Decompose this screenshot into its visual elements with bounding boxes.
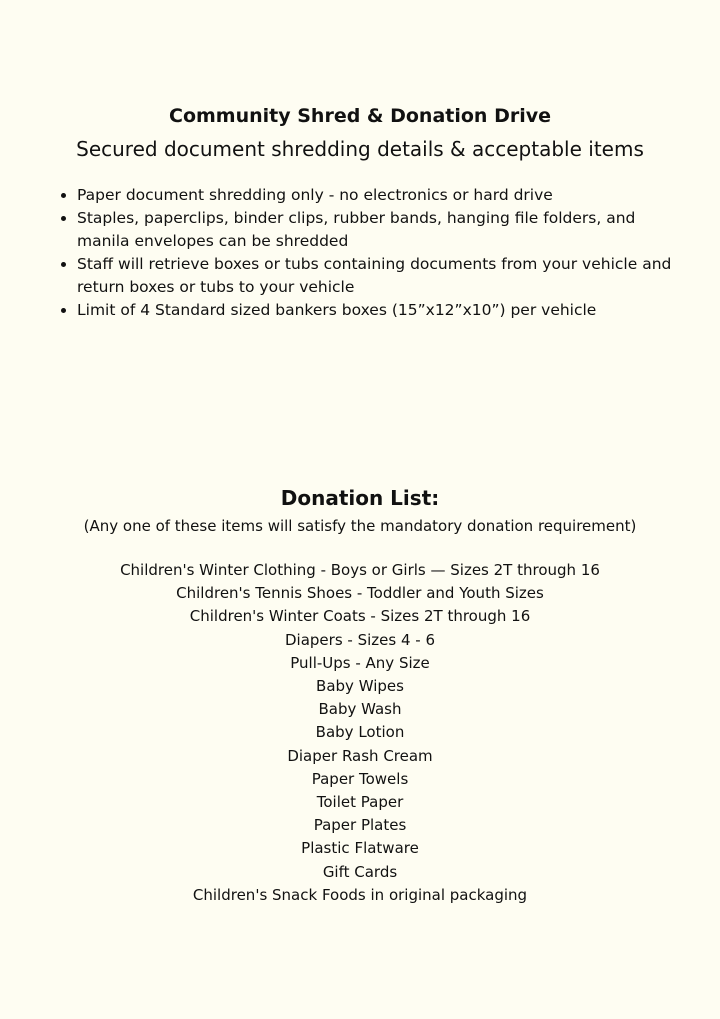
donation-item: Baby Wash bbox=[318, 700, 402, 719]
donation-heading: Donation List: bbox=[280, 486, 440, 510]
donation-item: Baby Wipes bbox=[316, 677, 404, 696]
donation-item: Toilet Paper bbox=[316, 793, 404, 812]
donation-items-list bbox=[0, 559, 720, 907]
donation-item: Gift Cards bbox=[322, 862, 398, 881]
donation-item: Paper Towels bbox=[311, 769, 409, 788]
shredding-rule-item: • Limit of 4 Standard sized bankers boxes (15”x12”x10”) per vehicle bbox=[77, 299, 677, 322]
donation-item: Baby Lotion bbox=[315, 723, 405, 742]
page-title: Community Shred & Donation Drive bbox=[169, 105, 551, 127]
donation-item: Pull-Ups - Any Size bbox=[290, 653, 430, 672]
shredding-rule-item: • Paper document shredding only - no electronics or hard drive bbox=[77, 184, 677, 207]
donation-item: Paper Plates bbox=[313, 816, 407, 835]
donation-item: Children's Winter Clothing - Boys or Girls — Sizes 2T through 16 bbox=[120, 561, 600, 579]
shredding-rules-list bbox=[58, 184, 677, 322]
donation-item: Children's Winter Coats - Sizes 2T through 16 bbox=[189, 607, 531, 626]
donation-item: Plastic Flatware bbox=[301, 839, 419, 858]
donation-item: Diaper Rash Cream bbox=[287, 746, 433, 765]
donation-item: Children's Snack Foods in original packaging bbox=[192, 885, 528, 904]
donation-note: (Any one of these items will satisfy the mandatory donation requirement) bbox=[83, 517, 637, 535]
donation-item: Diapers - Sizes 4 - 6 bbox=[285, 630, 435, 649]
page-subtitle: Secured document shredding details & acceptable items bbox=[76, 137, 644, 161]
shredding-rule-item: • Staples, paperclips, binder clips, rubber bands, hanging file folders, and manila envelopes can be shredded bbox=[77, 207, 677, 253]
shredding-rule-item: • Staff will retrieve boxes or tubs containing documents from your vehicle and return boxes or tubs to your vehicle bbox=[77, 253, 677, 299]
donation-item: Children's Tennis Shoes - Toddler and Youth Sizes bbox=[176, 584, 544, 603]
